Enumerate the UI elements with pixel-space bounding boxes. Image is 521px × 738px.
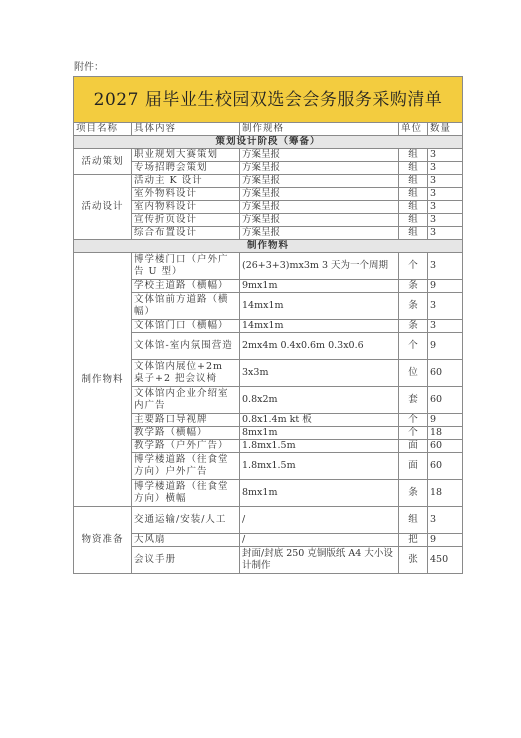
category-cell: 制作物料: [74, 253, 132, 507]
header-unit: 单位: [399, 123, 428, 136]
item-cell: 博学楼道路（往食堂方向）横幅: [132, 480, 240, 507]
item-cell: 会议手册: [132, 547, 240, 574]
unit-cell: 条: [399, 480, 428, 507]
spec-cell: 0.8x2m: [240, 387, 399, 414]
unit-cell: 面: [399, 440, 428, 453]
spec-cell: 1.8mx1.5m: [240, 440, 399, 453]
item-cell: 活动主 K 设计: [132, 175, 240, 188]
quantity-cell: 60: [428, 360, 463, 387]
quantity-cell: 3: [428, 162, 463, 175]
item-cell: 室外物料设计: [132, 188, 240, 201]
table-row: [74, 547, 463, 574]
section-title: 制作物料: [74, 240, 463, 253]
header-content: 具体内容: [132, 123, 240, 136]
spec-cell: (26+3+3)mx3m 3 天为一个周期: [240, 253, 399, 280]
spec-cell: 8mx1m: [240, 480, 399, 507]
unit-cell: 个: [399, 253, 428, 280]
table-row: [74, 227, 463, 240]
quantity-cell: 60: [428, 453, 463, 480]
unit-cell: 组: [399, 201, 428, 214]
header-project-name: 项目名称: [74, 123, 132, 136]
category-cell: 物资准备: [74, 507, 132, 574]
quantity-cell: 3: [428, 175, 463, 188]
spec-cell: 3x3m: [240, 360, 399, 387]
table-row: [74, 320, 463, 333]
quantity-cell: 60: [428, 440, 463, 453]
table-row: [74, 162, 463, 175]
category-cell: 活动设计: [74, 175, 132, 240]
table-row: [74, 175, 463, 188]
table-row: [74, 149, 463, 162]
unit-cell: 组: [399, 188, 428, 201]
table-row: [74, 453, 463, 480]
item-cell: 宣传折页设计: [132, 214, 240, 227]
quantity-cell: 9: [428, 280, 463, 293]
header-row: [74, 123, 463, 136]
category-cell: 活动策划: [74, 149, 132, 175]
item-cell: 文体馆门口（横幅）: [132, 320, 240, 333]
quantity-cell: 3: [428, 320, 463, 333]
item-cell: 大风扇: [132, 534, 240, 547]
quantity-cell: 18: [428, 427, 463, 440]
table-row: [74, 414, 463, 427]
unit-cell: 个: [399, 333, 428, 360]
spec-cell: 0.8x1.4m kt 板: [240, 414, 399, 427]
quantity-cell: 3: [428, 149, 463, 162]
quantity-cell: 3: [428, 227, 463, 240]
unit-cell: 组: [399, 507, 428, 534]
item-cell: 博学楼道路（往食堂方向）户外广告: [132, 453, 240, 480]
item-cell: 博学楼门口（户外广告 U 型）: [132, 253, 240, 280]
unit-cell: 条: [399, 293, 428, 320]
item-cell: 综合布置设计: [132, 227, 240, 240]
unit-cell: 组: [399, 175, 428, 188]
table-row: [74, 534, 463, 547]
table-row: [74, 507, 463, 534]
table-row: [74, 427, 463, 440]
procurement-table: [73, 76, 463, 574]
unit-cell: 组: [399, 149, 428, 162]
spec-cell: /: [240, 507, 399, 534]
spec-cell: 方案呈报: [240, 227, 399, 240]
quantity-cell: 3: [428, 253, 463, 280]
quantity-cell: 60: [428, 387, 463, 414]
quantity-cell: 3: [428, 188, 463, 201]
spec-cell: 14mx1m: [240, 320, 399, 333]
spec-cell: 方案呈报: [240, 188, 399, 201]
table-row: [74, 188, 463, 201]
unit-cell: 组: [399, 227, 428, 240]
unit-cell: 套: [399, 387, 428, 414]
item-cell: 文体馆前方道路（横幅）: [132, 293, 240, 320]
table-row: [74, 280, 463, 293]
spec-cell: 1.8mx1.5m: [240, 453, 399, 480]
quantity-cell: 9: [428, 414, 463, 427]
item-cell: 专场招聘会策划: [132, 162, 240, 175]
unit-cell: 把: [399, 534, 428, 547]
item-cell: 交通运输/安装/人工: [132, 507, 240, 534]
spec-cell: 14mx1m: [240, 293, 399, 320]
item-cell: 教学路（户外广告）: [132, 440, 240, 453]
item-cell: 主要路口导视牌: [132, 414, 240, 427]
item-cell: 学校主道路（横幅）: [132, 280, 240, 293]
spec-cell: 8mx1m: [240, 427, 399, 440]
section-row: [74, 136, 463, 149]
table-row: [74, 253, 463, 280]
table-row: [74, 480, 463, 507]
unit-cell: 组: [399, 162, 428, 175]
unit-cell: 条: [399, 320, 428, 333]
unit-cell: 条: [399, 280, 428, 293]
quantity-cell: 3: [428, 201, 463, 214]
spec-cell: /: [240, 534, 399, 547]
item-cell: 室内物料设计: [132, 201, 240, 214]
item-cell: 文体馆内展位+2m 桌子+2 把会议椅: [132, 360, 240, 387]
quantity-cell: 9: [428, 534, 463, 547]
item-cell: 文体馆-室内氛围营造: [132, 333, 240, 360]
quantity-cell: 18: [428, 480, 463, 507]
quantity-cell: 3: [428, 214, 463, 227]
quantity-cell: 9: [428, 333, 463, 360]
table-row: [74, 360, 463, 387]
item-cell: 职业规划大赛策划: [132, 149, 240, 162]
unit-cell: 面: [399, 453, 428, 480]
unit-cell: 个: [399, 414, 428, 427]
spec-cell: 9mx1m: [240, 280, 399, 293]
spec-cell: 方案呈报: [240, 201, 399, 214]
section-row: [74, 240, 463, 253]
table-row: [74, 440, 463, 453]
header-quantity: 数量: [428, 123, 463, 136]
spec-cell: 方案呈报: [240, 175, 399, 188]
item-cell: 教学路（横幅）: [132, 427, 240, 440]
spec-cell: 2mx4m 0.4x0.6m 0.3x0.6: [240, 333, 399, 360]
table-row: [74, 214, 463, 227]
spec-cell: 封面/封底 250 克铜版纸 A4 大小设计制作: [240, 547, 399, 574]
unit-cell: 组: [399, 214, 428, 227]
quantity-cell: 3: [428, 293, 463, 320]
table-row: [74, 387, 463, 414]
header-spec: 制作规格: [240, 123, 399, 136]
attachment-label: 附件：: [74, 62, 104, 73]
quantity-cell: 450: [428, 547, 463, 574]
table-row: [74, 333, 463, 360]
spec-cell: 方案呈报: [240, 162, 399, 175]
table-row: [74, 201, 463, 214]
spec-cell: 方案呈报: [240, 214, 399, 227]
quantity-cell: 3: [428, 507, 463, 534]
unit-cell: 张: [399, 547, 428, 574]
spec-cell: 方案呈报: [240, 149, 399, 162]
table-row: [74, 293, 463, 320]
unit-cell: 位: [399, 360, 428, 387]
unit-cell: 个: [399, 427, 428, 440]
item-cell: 文体馆内企业介绍室内广告: [132, 387, 240, 414]
section-title: 策划设计阶段（筹备）: [74, 136, 463, 149]
table-title: 2027 届毕业生校园双选会会务服务采购清单: [74, 77, 463, 123]
